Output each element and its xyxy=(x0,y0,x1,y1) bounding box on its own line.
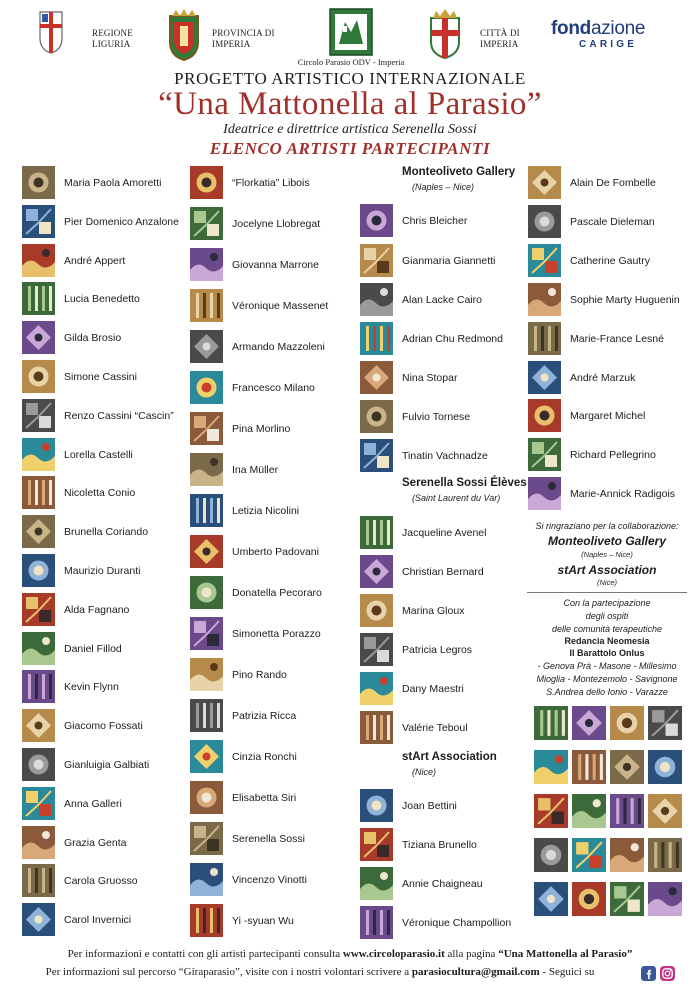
artist-name: Lorella Castelli xyxy=(64,449,133,461)
artwork-thumbnail xyxy=(648,794,682,828)
artwork-thumbnail xyxy=(360,594,393,627)
artwork-thumbnail xyxy=(528,205,561,238)
artwork-thumbnail xyxy=(22,282,55,315)
participation-line-7: Mioglia - Montezemolo - Savignone xyxy=(536,674,678,684)
artwork-thumbnail xyxy=(190,535,223,568)
provincia-label: PROVINCIA DI IMPERIA xyxy=(212,28,275,49)
artist-name: Gianmaria Giannetti xyxy=(402,255,496,267)
artwork-thumbnail xyxy=(360,516,393,549)
artwork-thumbnail xyxy=(572,838,606,872)
page-title: “Una Mattonella al Parasio” xyxy=(158,86,542,122)
artwork-thumbnail xyxy=(572,706,606,740)
mosaic-tile xyxy=(572,882,606,916)
mosaic-tile xyxy=(648,882,682,916)
thanks-org2: stArt Association xyxy=(557,563,657,577)
artwork-thumbnail xyxy=(22,670,55,703)
artwork-thumbnail xyxy=(22,321,55,354)
artwork-thumbnail xyxy=(360,906,393,939)
artist-name: Marina Gloux xyxy=(402,605,465,617)
artwork-thumbnail xyxy=(360,244,393,277)
artwork-thumbnail xyxy=(360,828,393,861)
artist-name: André Appert xyxy=(64,255,126,267)
artwork-thumbnail xyxy=(22,826,55,859)
artwork-thumbnail xyxy=(360,633,393,666)
mosaic-tile xyxy=(648,838,682,872)
artwork-thumbnail xyxy=(360,867,393,900)
artwork-thumbnail xyxy=(360,204,393,237)
artist-name: Maria Paola Amoretti xyxy=(64,177,162,189)
artwork-thumbnail xyxy=(360,361,393,394)
artwork-thumbnail xyxy=(610,882,644,916)
artwork-thumbnail xyxy=(22,787,55,820)
artist-name: Umberto Padovani xyxy=(232,546,319,558)
artwork-thumbnail xyxy=(22,205,55,238)
artist-name: Nicoletta Conio xyxy=(64,487,136,499)
footer-line-1: Per informazioni e contatti con gli artisti partecipanti consulta www.circoloparasio.it alla pagina “Una Mattonella al Parasio” xyxy=(67,948,633,960)
artist-name: Brunella Coriando xyxy=(64,526,149,538)
artwork-thumbnail xyxy=(534,794,568,828)
artist-name: Chris Bleicher xyxy=(402,215,468,227)
artwork-thumbnail xyxy=(190,289,223,322)
participation-line-3: delle comunità terapeutiche xyxy=(551,624,663,634)
artwork-thumbnail xyxy=(528,477,561,510)
artist-name: Alain De Fombelle xyxy=(570,177,656,189)
artwork-thumbnail xyxy=(360,555,393,588)
mosaic-tile xyxy=(572,794,606,828)
artist-name: Marie-France Lesné xyxy=(570,333,664,345)
artwork-thumbnail xyxy=(22,593,55,626)
artwork-thumbnail xyxy=(528,438,561,471)
artwork-thumbnail xyxy=(360,789,393,822)
artist-name: Pier Domenico Anzalone xyxy=(64,216,179,228)
artwork-thumbnail xyxy=(22,554,55,587)
artwork-thumbnail xyxy=(22,438,55,471)
artwork-thumbnail xyxy=(22,399,55,432)
artist-name: Annie Chaigneau xyxy=(402,878,483,890)
artist-name: Maurizio Duranti xyxy=(64,565,141,577)
mosaic-tile xyxy=(610,750,644,784)
artwork-thumbnail xyxy=(610,838,644,872)
mosaic-tile xyxy=(648,750,682,784)
email-link[interactable]: parasiocultura@gmail.com xyxy=(411,966,540,978)
artwork-thumbnail xyxy=(360,439,393,472)
mosaic-tile xyxy=(572,838,606,872)
artist-name: Anna Galleri xyxy=(64,798,122,810)
mosaic-tile xyxy=(610,882,644,916)
artwork-thumbnail xyxy=(572,882,606,916)
artwork-thumbnail xyxy=(528,361,561,394)
artwork-thumbnail xyxy=(22,709,55,742)
gallery-name: stArt Association xyxy=(402,751,497,763)
artwork-thumbnail xyxy=(360,400,393,433)
participation-line-6: - Genova Prà - Masone - Millesimo xyxy=(537,661,677,671)
artist-name: Valérie Teboul xyxy=(402,722,468,734)
artwork-thumbnail xyxy=(648,750,682,784)
artwork-thumbnail xyxy=(534,838,568,872)
artwork-thumbnail xyxy=(360,672,393,705)
artist-name: Donatella Pecoraro xyxy=(232,587,322,599)
thanks-org1: Monteoliveto Gallery xyxy=(547,534,667,548)
artist-name: Vincenzo Vinotti xyxy=(232,874,307,886)
artwork-thumbnail xyxy=(190,494,223,527)
artist-name: Catherine Gautry xyxy=(570,255,650,267)
artists-list-heading: ELENCO ARTISTI PARTECIPANTI xyxy=(209,139,491,158)
artist-name: Dany Maestri xyxy=(402,683,464,695)
artwork-thumbnail xyxy=(190,740,223,773)
artist-name: Carol Invernici xyxy=(64,914,132,926)
artwork-thumbnail xyxy=(528,166,561,199)
artist-name: Joan Bettini xyxy=(402,800,457,812)
gallery-location: (Saint Laurent du Var) xyxy=(412,493,501,503)
artwork-thumbnail xyxy=(528,283,561,316)
artist-name: Simone Cassini xyxy=(64,371,137,383)
artist-name: Lucia Benedetto xyxy=(64,293,140,305)
artist-name: Giacomo Fossati xyxy=(64,720,143,732)
artist-name: Kevin Flynn xyxy=(64,681,119,693)
participation-line-2: degli ospiti xyxy=(585,611,629,621)
artwork-thumbnail xyxy=(190,822,223,855)
artwork-thumbnail xyxy=(190,412,223,445)
artist-name: Pino Rando xyxy=(232,669,287,681)
mosaic-tile xyxy=(648,794,682,828)
artwork-thumbnail xyxy=(22,748,55,781)
artwork-thumbnail xyxy=(22,476,55,509)
artwork-thumbnail xyxy=(22,244,55,277)
divider xyxy=(527,592,687,593)
artist-name: Francesco Milano xyxy=(232,382,315,394)
artist-name: Pina Morlino xyxy=(232,423,291,435)
thanks-org2-sub: (Nice) xyxy=(597,578,617,587)
artist-name: Christian Bernard xyxy=(402,566,484,578)
gallery-location: (Nice) xyxy=(412,767,436,777)
participation-line-5: Il Barattolo Onlus xyxy=(569,648,645,658)
artist-name: Armando Mazzoleni xyxy=(232,341,325,353)
mosaic-tile xyxy=(534,750,568,784)
artwork-thumbnail xyxy=(528,399,561,432)
artist-name: Pascale Dieleman xyxy=(570,216,655,228)
artist-name: Gilda Brosio xyxy=(64,332,122,344)
artwork-thumbnail xyxy=(22,632,55,665)
artwork-thumbnail xyxy=(22,166,55,199)
artwork-thumbnail xyxy=(610,706,644,740)
artist-name: Véronique Champollion xyxy=(402,917,512,929)
artwork-thumbnail xyxy=(190,576,223,609)
artwork-thumbnail xyxy=(534,750,568,784)
mosaic-tile xyxy=(534,882,568,916)
artist-name: Daniel Fillod xyxy=(64,643,122,655)
artist-name: Tinatin Vachnadze xyxy=(402,450,488,462)
artist-name: Véronique Massenet xyxy=(232,300,329,312)
artist-name: Marie-Annick Radigois xyxy=(570,488,676,500)
artwork-thumbnail xyxy=(22,360,55,393)
citta-imperia-crest-icon xyxy=(427,8,463,60)
artwork-thumbnail xyxy=(22,515,55,548)
mosaic-tile xyxy=(648,706,682,740)
mosaic-tile xyxy=(610,794,644,828)
website-link[interactable]: www.circoloparasio.it xyxy=(342,948,445,960)
artwork-thumbnail xyxy=(190,166,223,199)
artwork-thumbnail xyxy=(360,283,393,316)
artwork-thumbnail xyxy=(648,838,682,872)
artist-name: Renzo Cassini “Cascin” xyxy=(64,410,174,422)
artist-name: Elisabetta Siri xyxy=(232,792,297,804)
artwork-thumbnail xyxy=(190,371,223,404)
artwork-thumbnail xyxy=(190,453,223,486)
artwork-thumbnail xyxy=(190,699,223,732)
artist-name: Nina Stopar xyxy=(402,372,458,384)
circolo-caption: Circolo Parasio ODV - Imperia xyxy=(297,57,405,67)
artwork-thumbnail xyxy=(360,322,393,355)
citta-label: CITTÀ DI IMPERIA xyxy=(480,28,520,49)
artist-name: “Florkatia” Libois xyxy=(232,177,310,189)
project-heading: PROGETTO ARTISTICO INTERNAZIONALE xyxy=(174,69,526,88)
mosaic-tile xyxy=(610,838,644,872)
participation-line-1: Con la partecipazione xyxy=(563,598,651,608)
regione-label: REGIONE LIGURIA xyxy=(92,28,133,49)
fondazione-carige-logo: fondazione CARIGE xyxy=(551,18,646,50)
artist-name: Yi -syuan Wu xyxy=(232,915,294,927)
artist-name: Serenella Sossi xyxy=(232,833,305,845)
mosaic-tile xyxy=(572,706,606,740)
thanks-intro: Si ringraziano per la collaborazione: xyxy=(535,521,679,531)
artist-name: André Marzuk xyxy=(570,372,636,384)
mosaic-tile xyxy=(610,706,644,740)
thanks-org1-sub: (Naples – Nice) xyxy=(581,550,633,559)
artist-name: Carola Gruosso xyxy=(64,875,138,887)
gallery-location: (Naples – Nice) xyxy=(412,182,475,192)
artist-name: Margaret Michel xyxy=(570,410,646,422)
artwork-thumbnail xyxy=(572,794,606,828)
gallery-name: Serenella Sossi Élèves xyxy=(402,477,527,489)
mosaic-tile xyxy=(534,706,568,740)
facebook-icon[interactable] xyxy=(641,966,656,981)
artist-name: Ina Müller xyxy=(232,464,279,476)
artwork-thumbnail xyxy=(190,207,223,240)
provincia-crest-icon xyxy=(162,8,206,62)
artwork-thumbnail xyxy=(190,330,223,363)
artist-name: Adrian Chu Redmond xyxy=(402,333,503,345)
artwork-thumbnail xyxy=(190,617,223,650)
artist-name: Sophie Marty Huguenin xyxy=(570,294,680,306)
artwork-thumbnail xyxy=(534,706,568,740)
regione-liguria-crest-icon xyxy=(38,10,64,54)
artist-name: Tiziana Brunello xyxy=(402,839,477,851)
artwork-thumbnail xyxy=(22,864,55,897)
artwork-thumbnail xyxy=(572,750,606,784)
artwork-thumbnail xyxy=(190,781,223,814)
artwork-thumbnail xyxy=(648,706,682,740)
artwork-thumbnail xyxy=(528,322,561,355)
artist-name: Gianluigia Galbiati xyxy=(64,759,150,771)
artwork-thumbnail xyxy=(190,904,223,937)
artist-name: Fulvio Tornese xyxy=(402,411,471,423)
artwork-thumbnail xyxy=(190,658,223,691)
artist-name: Jacqueline Avenel xyxy=(402,527,487,539)
artwork-thumbnail xyxy=(648,882,682,916)
artwork-thumbnail xyxy=(360,711,393,744)
artwork-thumbnail xyxy=(528,244,561,277)
participation-line-4: Redancia Neomesia xyxy=(564,636,650,646)
artwork-thumbnail xyxy=(22,903,55,936)
artwork-thumbnail xyxy=(190,863,223,896)
mosaic-tile xyxy=(572,750,606,784)
artwork-thumbnail xyxy=(190,248,223,281)
artist-name: Patricia Legros xyxy=(402,644,473,656)
footer-line-2: Per informazioni sul percorso “Giraparasio”, visite con i nostri volontari scrivere a parasiocultura@gmail.com - Seguici su xyxy=(45,966,595,978)
gallery-name: Monteoliveto Gallery xyxy=(402,166,516,178)
artist-name: Richard Pellegrino xyxy=(570,449,656,461)
artwork-thumbnail xyxy=(610,750,644,784)
artist-name: Letizia Nicolini xyxy=(232,505,300,517)
artist-name: Grazia Genta xyxy=(64,837,127,849)
artist-name: Cinzia Ronchi xyxy=(232,751,297,763)
artist-name: Patrizia Ricca xyxy=(232,710,297,722)
artist-name: Alda Fagnano xyxy=(64,604,130,616)
mosaic-tile xyxy=(534,838,568,872)
circolo-parasio-logo-icon xyxy=(329,8,373,56)
artwork-thumbnail xyxy=(534,882,568,916)
instagram-icon[interactable] xyxy=(660,966,675,981)
artist-name: Giovanna Marrone xyxy=(232,259,319,271)
artist-name: Alan Lacke Cairo xyxy=(402,294,482,306)
participation-line-8: S.Andrea dello Ionio - Varazze xyxy=(546,687,668,697)
author-line: Ideatrice e direttrice artistica Serenella Sossi xyxy=(223,122,477,137)
artist-name: Jocelyne Llobregat xyxy=(232,218,321,230)
artist-name: Simonetta Porazzo xyxy=(232,628,321,640)
mosaic-tile xyxy=(534,794,568,828)
artwork-thumbnail xyxy=(610,794,644,828)
